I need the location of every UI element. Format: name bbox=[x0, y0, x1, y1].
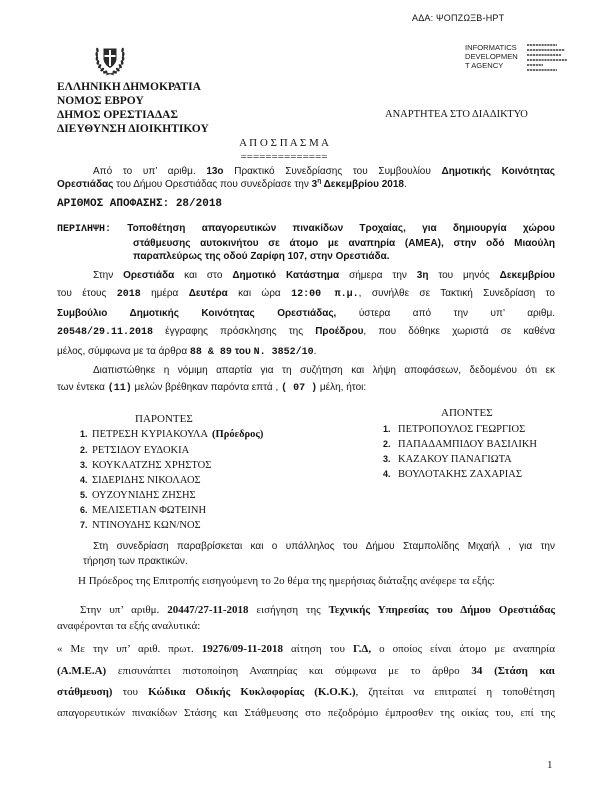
text-run: ύστερα από την υπ’ αριθμ. bbox=[336, 307, 555, 319]
text-run: Συμβούλιο Δημοτικής Κοινότητας Ορεστιάδας, bbox=[57, 307, 337, 319]
member-row bbox=[383, 437, 537, 452]
member-name: ΚΟΥΚΛΑΤΖΗΣ ΧΡΗΣΤΟΣ bbox=[92, 459, 212, 471]
text-run: του έτους bbox=[57, 288, 117, 300]
member-name: ΟΥΖΟΥΝΙΔΗΣ ΖΗΣΗΣ bbox=[92, 490, 196, 502]
session-line bbox=[57, 323, 555, 343]
present-members-list bbox=[80, 427, 263, 533]
absent-heading: ΑΠΟΝΤΕΣ bbox=[441, 406, 493, 419]
member-row bbox=[80, 458, 263, 473]
present-heading: ΠΑΡΟΝΤΕΣ bbox=[135, 412, 193, 425]
member-name: ΠΕΤΡΕΣΗ ΚΥΡΙΑΚΟΥΛΑ bbox=[92, 429, 209, 441]
summary-line bbox=[57, 222, 555, 237]
text-run: στάθμευσης αυτοκινήτου σε άτομο με αναπηρία (ΑΜΕΑ), στην οδό Μιαούλη bbox=[133, 237, 555, 249]
member-name: ΠΑΠΑΔΑΜΠΙΔΟΥ ΒΑΣΙΛΙΚΗ bbox=[398, 438, 537, 450]
text-run: των έντεκα bbox=[57, 381, 108, 393]
text-run: μέλος, σύμφωνα με τα άρθρα bbox=[57, 345, 190, 357]
issuer-header bbox=[57, 80, 209, 136]
member-number: 7. bbox=[80, 520, 88, 531]
text-run: Δευτέρα bbox=[188, 288, 228, 300]
text-run: έγγραφης πρόσκλησης της bbox=[153, 326, 316, 338]
text-run: η bbox=[317, 177, 322, 185]
clerk-line bbox=[57, 539, 555, 554]
publish-online-note: ΑΝΑΡΤΗΤΕΑ ΣΤΟ ΔΙΑΔΙΚΤΥΟ bbox=[385, 109, 528, 120]
header-line: ΝΟΜΟΣ ΕΒΡΟΥ bbox=[57, 95, 144, 107]
summary-line bbox=[57, 250, 555, 264]
document-title: Α Π Ο Σ Π Α Σ Μ Α bbox=[239, 137, 329, 149]
text-run: « Με την υπ’ αριθ. πρωτ. bbox=[57, 643, 202, 656]
text-run: απαγορευτικών πινακίδων Στάσης και Στάθμευσης στο πεζοδρόμιο έμπροσθεν της οικίας του, επί της bbox=[57, 707, 555, 720]
member-row bbox=[80, 427, 263, 442]
text-run: Τοποθέτηση απαγορευτικών πινακίδων Τροχαίας, για δημιουργία χώρου bbox=[111, 223, 555, 234]
intro-paragraph bbox=[57, 165, 555, 191]
text-run: Δημοτικό Κατάστημα bbox=[232, 269, 340, 281]
rapporteur-paragraph bbox=[57, 574, 555, 588]
member-number: 2. bbox=[80, 444, 88, 455]
member-row bbox=[383, 467, 537, 482]
text-run: (11) bbox=[107, 382, 132, 394]
agency-line: T AGENCY bbox=[465, 60, 504, 70]
text-run: Ν. 3852/10 bbox=[253, 346, 314, 358]
text-run: Κώδικα Οδικής Κυκλοφορίας (Κ.Ο.Κ.) bbox=[148, 685, 356, 698]
text-run: Τεχνικής Υπηρεσίας του Δήμου Ορεστιάδας bbox=[328, 604, 555, 616]
member-name: ΝΤΙΝΟΥΔΗΣ ΚΩΝ/ΝΟΣ bbox=[92, 520, 201, 532]
text-run: 20447/27-11-2018 bbox=[167, 604, 249, 616]
session-line bbox=[57, 343, 555, 363]
text-run: Διαπιστώθηκε η νόμιμη απαρτία για τη συζήτηση και λήψη αποφάσεων, δεδομένου ότι εκ bbox=[93, 364, 555, 376]
text-run: και στο bbox=[174, 269, 233, 281]
summary-line bbox=[57, 237, 555, 251]
proposal-paragraph bbox=[57, 602, 555, 634]
text-run: και ώρα bbox=[227, 288, 292, 300]
absent-members-list bbox=[383, 422, 537, 482]
text-run: του μηνός bbox=[428, 269, 500, 281]
text-run: , που δόθηκε χωριστά σε καθένα bbox=[363, 326, 555, 338]
text-run: παραπλεύρως της οδού Ζαρίφη 107, στην Ορεστιάδα. bbox=[133, 251, 390, 262]
text-run: Δημοτικής Κοινότητας bbox=[441, 165, 555, 177]
text-run: του bbox=[112, 685, 149, 698]
agency-line: DEVELOPMEN bbox=[465, 51, 518, 61]
text-run: ( 07 ) bbox=[281, 382, 318, 394]
member-name: ΚΑΖΑΚΟΥ ΠΑΝΑΓΙΩΤΑ bbox=[398, 453, 512, 465]
text-run: μέλη, ήτοι: bbox=[317, 381, 367, 393]
text-run: του bbox=[231, 345, 254, 357]
member-number: 3. bbox=[383, 453, 391, 464]
digital-signature-details bbox=[527, 43, 571, 75]
member-number: 5. bbox=[80, 490, 88, 501]
header-line: ΕΛΛΗΝΙΚΗ ΔΗΜΟΚΡΑΤΙΑ bbox=[57, 81, 201, 93]
member-row bbox=[80, 473, 263, 488]
member-row bbox=[80, 488, 263, 503]
text-run: (Στάση και bbox=[494, 664, 555, 677]
text-run: Στην bbox=[93, 269, 124, 281]
request-line bbox=[57, 661, 555, 682]
member-name: ΜΕΛΙΣΕΤΙΑΝ ΦΩΤΕΙΝΗ bbox=[92, 505, 207, 517]
text-run: , ζητείται να επιτραπεί η τοποθέτηση bbox=[355, 685, 555, 698]
text-run: εισήγηση της bbox=[248, 604, 329, 616]
signing-agency-label bbox=[465, 43, 518, 70]
text-run: Ορεστιάδας bbox=[57, 178, 114, 190]
text-run: . bbox=[404, 178, 407, 190]
text-run: 13ο bbox=[206, 165, 224, 177]
text-run: ο οποίος είναι άτομο με αναπηρία bbox=[371, 643, 555, 656]
text-run: αίτηση του bbox=[283, 643, 354, 656]
text-run: Δεκεμβρίου 2018 bbox=[321, 178, 404, 190]
member-name: ΒΟΥΛΟΤΑΚΗΣ ΖΑΧΑΡΙΑΣ bbox=[398, 468, 522, 480]
page-number: 1 bbox=[547, 759, 553, 771]
text-run: Ορεστιάδα bbox=[123, 269, 175, 281]
text-run: σήμερα την bbox=[339, 269, 417, 281]
member-number: 4. bbox=[383, 468, 391, 479]
member-name: ΠΕΤΡΟΠΟΥΛΟΣ ΓΕΩΡΓΙΟΣ bbox=[398, 423, 526, 435]
text-run: 3η bbox=[416, 269, 429, 281]
member-name: ΣΙΔΕΡΙΔΗΣ ΝΙΚΟΛΑΟΣ bbox=[92, 474, 201, 486]
agency-line: INFORMATICS bbox=[465, 42, 517, 52]
request-line bbox=[57, 682, 555, 703]
member-row bbox=[80, 503, 263, 518]
request-line bbox=[57, 703, 555, 724]
session-line bbox=[57, 305, 555, 324]
member-number: 3. bbox=[80, 459, 88, 470]
request-line bbox=[57, 639, 555, 660]
text-run: 3 bbox=[311, 178, 318, 190]
session-paragraph bbox=[57, 267, 555, 363]
text-run: τήρηση των πρακτικών. bbox=[83, 555, 188, 567]
text-run: του Δήμου Ορεστιάδας που συνεδρίασε την bbox=[113, 178, 312, 190]
text-run: 12:00 π.μ. bbox=[291, 289, 359, 301]
member-role: (Πρόεδρος) bbox=[212, 429, 264, 441]
member-number: 4. bbox=[80, 474, 88, 485]
intro-line bbox=[57, 178, 555, 191]
text-run: αναφέρονται τα εξής αναλυτικά: bbox=[57, 620, 201, 632]
text-run: Στη συνεδρίαση παραβρίσκεται και ο υπάλληλος του Δήμου Σταμπολίδης Μιχαήλ , για την bbox=[93, 540, 555, 552]
text-run: 34 bbox=[471, 664, 483, 677]
header-line: ΔΗΜΟΣ ΟΡΕΣΤΙΑΔΑΣ bbox=[57, 109, 178, 121]
rapporteur-line bbox=[57, 574, 555, 588]
member-number: 1. bbox=[80, 429, 88, 440]
text-run: Γ.Δ, bbox=[353, 643, 372, 656]
text-run: 88 & 89 bbox=[189, 346, 232, 358]
intro-line bbox=[57, 165, 555, 178]
text-run: , συνήλθε σε Τακτική Συνεδρίαση το bbox=[358, 288, 555, 300]
title-underline: ============== bbox=[240, 151, 328, 163]
clerk-line bbox=[57, 554, 555, 569]
text-run bbox=[482, 665, 494, 677]
text-run: Η Πρόεδρος της Επιτροπής εισηγούμενη το 2ο θέμα της ημερήσιας διάταξης ανέφερε τα εξής: bbox=[78, 575, 495, 587]
text-run: Από το υπ’ αριθμ. bbox=[93, 165, 207, 177]
member-number: 6. bbox=[80, 505, 88, 516]
header-line: ΔΙΕΥΘΥΝΣΗ ΔΙΟΙΚΗΤΙΚΟΥ bbox=[57, 123, 209, 135]
text-run: . bbox=[313, 345, 317, 357]
quorum-line bbox=[57, 379, 555, 397]
text-run: 19276/09-11-2018 bbox=[201, 643, 283, 656]
decision-number: ΑΡΙΘΜΟΣ ΑΠΟΦΑΣΗΣ: 28/2018 bbox=[57, 197, 223, 210]
member-row bbox=[80, 518, 263, 533]
text-run: Προέδρου bbox=[315, 326, 364, 338]
request-paragraph bbox=[57, 639, 555, 724]
text-run: Στην υπ’ αριθμ. bbox=[80, 604, 168, 616]
text-run: 20548/29.11.2018 bbox=[57, 327, 154, 339]
proposal-line bbox=[57, 602, 555, 618]
text-run: Πρακτικό Συνεδρίασης του Συμβουλίου bbox=[223, 165, 442, 177]
summary-paragraph bbox=[57, 222, 555, 264]
text-run: μελών βρέθηκαν παρόντα επτά , bbox=[131, 381, 282, 393]
greek-coat-of-arms-emblem bbox=[93, 41, 127, 77]
member-row bbox=[383, 452, 537, 467]
member-number: 1. bbox=[383, 423, 391, 434]
proposal-line bbox=[57, 618, 555, 634]
session-line bbox=[57, 267, 555, 286]
text-run: 2018 bbox=[116, 289, 141, 301]
text-run: στάθμευση) bbox=[57, 685, 113, 698]
member-name: ΡΕΤΣΙΔΟΥ ΕΥΔΟΚΙΑ bbox=[92, 444, 190, 456]
clerk-paragraph bbox=[57, 539, 555, 569]
quorum-line bbox=[57, 362, 555, 379]
text-run: επισυνάπτει πιστοποίηση Αναπηρίας και σύμφωνα με το άρθρο bbox=[106, 664, 472, 677]
text-run: (Α.Μ.Ε.Α) bbox=[57, 664, 107, 677]
quorum-paragraph bbox=[57, 362, 555, 397]
member-row bbox=[383, 422, 537, 437]
member-number: 2. bbox=[383, 438, 391, 449]
text-run: ΠΕΡΙΛΗΨΗ: bbox=[57, 224, 112, 235]
text-run: Δεκεμβρίου bbox=[499, 269, 555, 281]
document-ada-code: ΑΔΑ: ΨΟΠΖΩΞΒ-ΗΡΤ bbox=[412, 13, 505, 23]
session-line bbox=[57, 285, 555, 305]
text-run: ημέρα bbox=[140, 288, 189, 300]
member-row bbox=[80, 443, 263, 458]
